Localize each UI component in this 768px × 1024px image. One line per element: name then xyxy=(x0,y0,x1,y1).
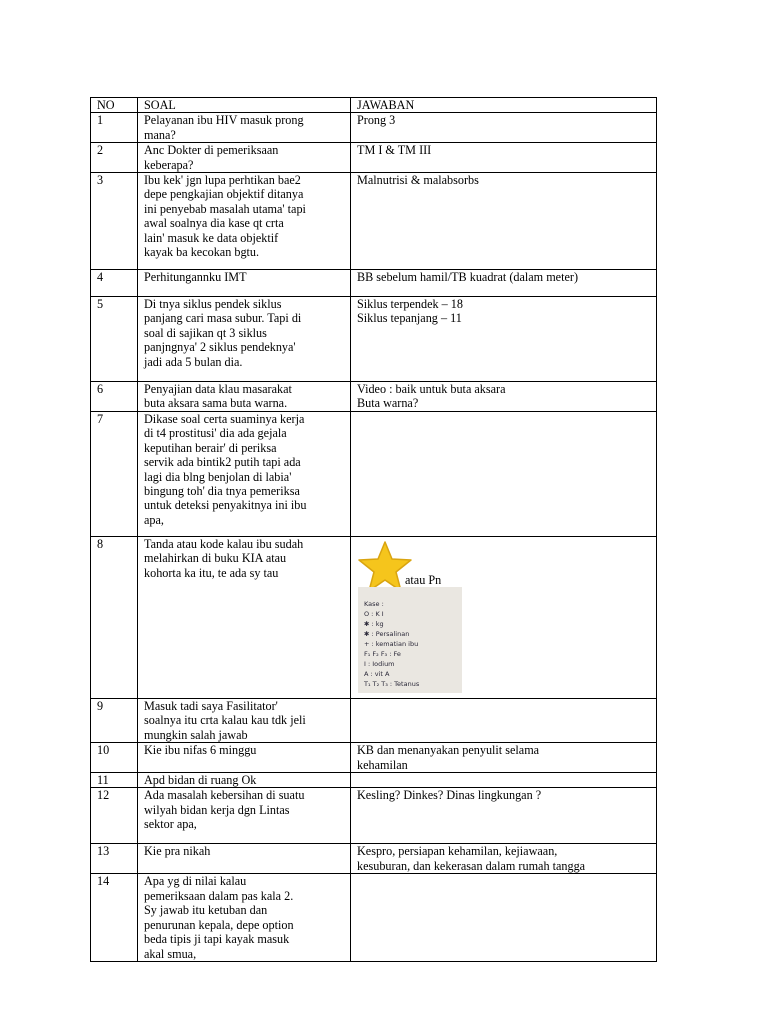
row-number: 12 xyxy=(91,788,138,844)
question-cell: Kie ibu nifas 6 minggu xyxy=(138,743,351,773)
header-soal: SOAL xyxy=(138,98,351,113)
row-number: 10 xyxy=(91,743,138,773)
qa-table-body xyxy=(91,98,657,962)
note-line: O : K I xyxy=(364,610,384,619)
handwritten-note-photo xyxy=(358,587,462,693)
question-cell: Penyajian data klau masarakat buta aksara sama buta warna. xyxy=(138,382,351,412)
question-cell: Ada masalah kebersihan di suatu wilyah bidan kerja dgn Lintas sektor apa, xyxy=(138,788,351,844)
question-cell: Anc Dokter di pemeriksaan keberapa? xyxy=(138,143,351,173)
table-row xyxy=(91,143,657,173)
table-row xyxy=(91,113,657,143)
row-number: 14 xyxy=(91,874,138,961)
note-line: + : kematian ibu xyxy=(364,640,419,649)
header-row xyxy=(91,98,657,113)
question-cell: Tanda atau kode kalau ibu sudah melahirkan di buku KIA atau kohorta ka itu, te ada sy tau xyxy=(138,537,351,699)
row-number: 13 xyxy=(91,844,138,874)
answer-cell: Malnutrisi & malabsorbs xyxy=(351,173,657,270)
answer-cell xyxy=(351,773,657,788)
answer-cell: Video : baik untuk buta aksara Buta warna? xyxy=(351,382,657,412)
table-row xyxy=(91,537,657,699)
table-row xyxy=(91,743,657,773)
table-row xyxy=(91,773,657,788)
row-number: 1 xyxy=(91,113,138,143)
table-row xyxy=(91,788,657,844)
answer-cell: Kespro, persiapan kehamilan, kejiawaan, kesuburan, dan kekerasan dalam rumah tangga xyxy=(351,844,657,874)
answer-cell xyxy=(351,874,657,961)
table-row xyxy=(91,874,657,961)
note-line: Kase : xyxy=(364,600,384,609)
answer-cell: TM I & TM III xyxy=(351,143,657,173)
answer-cell: Prong 3 xyxy=(351,113,657,143)
table-row xyxy=(91,297,657,382)
note-line: A : vit A xyxy=(364,670,390,679)
header-jawaban: JAWABAN xyxy=(351,98,657,113)
note-line: ✱ : Persalinan xyxy=(364,630,410,639)
question-cell: Perhitungannku IMT xyxy=(138,270,351,297)
question-cell: Pelayanan ibu HIV masuk prong mana? xyxy=(138,113,351,143)
row-number: 3 xyxy=(91,173,138,270)
table-row xyxy=(91,173,657,270)
answer-text: atau Pn xyxy=(405,573,442,588)
answer-cell: BB sebelum hamil/TB kuadrat (dalam meter) xyxy=(351,270,657,297)
table-row xyxy=(91,699,657,743)
table-row xyxy=(91,382,657,412)
question-cell: Dikase soal certa suaminya kerja di t4 prostitusi' dia ada gejala keputihan berair' di periksa servik ada bintik2 putih tapi ada lagi dia blng benjolan di labia' bingung toh' dia tnya pemeriksa untuk deteksi penyakitnya ini ibu apa, xyxy=(138,412,351,537)
answer-cell xyxy=(351,412,657,537)
row-number: 7 xyxy=(91,412,138,537)
question-cell: Di tnya siklus pendek siklus panjang cari masa subur. Tapi di soal di sajikan qt 3 siklus panjngnya' 2 siklus pendeknya' jadi ada 5 bulan dia. xyxy=(138,297,351,382)
question-cell: Apd bidan di ruang Ok xyxy=(138,773,351,788)
table-row xyxy=(91,844,657,874)
row-number: 9 xyxy=(91,699,138,743)
table-row xyxy=(91,412,657,537)
question-cell: Apa yg di nilai kalau pemeriksaan dalam pas kala 2. Sy jawab itu ketuban dan penurunan kepala, depe option beda tipis ji tapi kayak masuk akal smua, xyxy=(138,874,351,961)
row-number: 2 xyxy=(91,143,138,173)
qa-table xyxy=(90,97,657,962)
note-line: T₁ T₂ T₃ : Tetanus xyxy=(364,680,420,689)
answer-cell xyxy=(351,537,657,699)
row-number: 11 xyxy=(91,773,138,788)
question-cell: Kie pra nikah xyxy=(138,844,351,874)
table-row xyxy=(91,270,657,297)
note-line: F₁ F₂ F₃ : Fe xyxy=(364,650,401,659)
note-line: ✱ : kg xyxy=(364,620,384,629)
question-cell: Ibu kek' jgn lupa perhtikan bae2 depe pengkajian objektif ditanya ini penyebab masalah utama' tapi awal soalnya dia kase qt crta lain' masuk ke data objektif kayak ba kecokan bgtu. xyxy=(138,173,351,270)
answer-cell: KB dan menanyakan penyulit selama kehamilan xyxy=(351,743,657,773)
answer-cell: Kesling? Dinkes? Dinas lingkungan ? xyxy=(351,788,657,844)
row-number: 8 xyxy=(91,537,138,699)
header-no: NO xyxy=(91,98,138,113)
row-number: 5 xyxy=(91,297,138,382)
row-number: 6 xyxy=(91,382,138,412)
answer-cell xyxy=(351,699,657,743)
answer-cell: Siklus terpendek – 18 Siklus tepanjang – 11 xyxy=(351,297,657,382)
row-number: 4 xyxy=(91,270,138,297)
note-line: I : Iodium xyxy=(364,660,395,669)
question-cell: Masuk tadi saya Fasilitator' soalnya itu crta kalau kau tdk jeli mungkin salah jawab xyxy=(138,699,351,743)
